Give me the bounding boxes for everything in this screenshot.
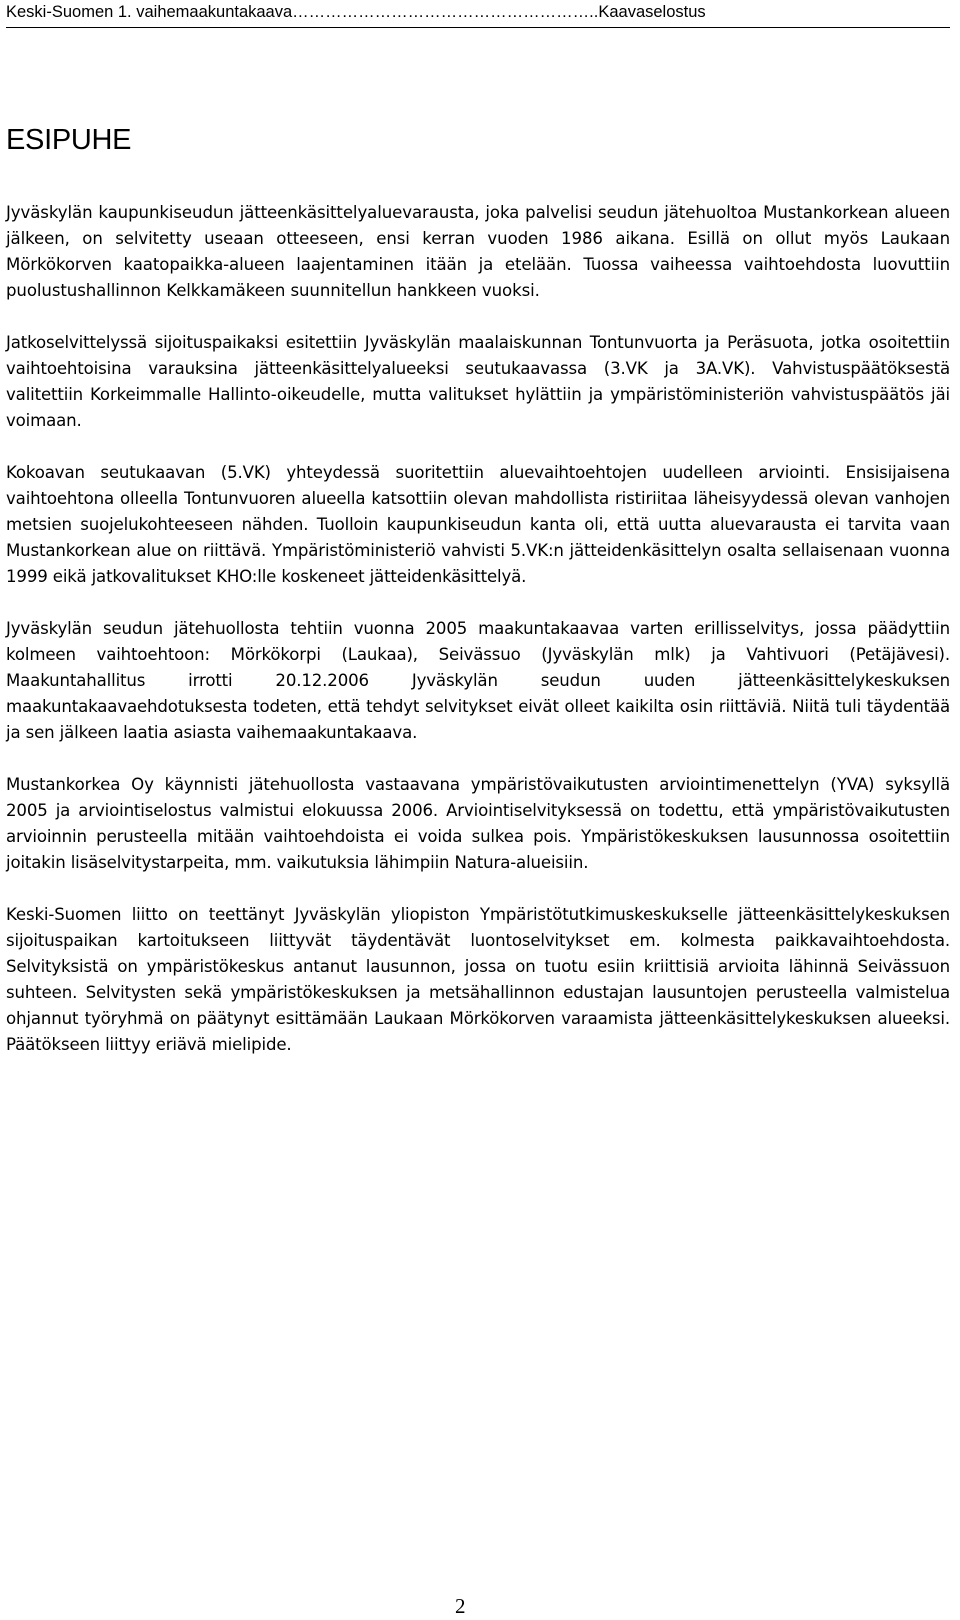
- section-title: ESIPUHE: [6, 124, 132, 156]
- body-text: [6, 200, 950, 1084]
- paragraph-6: Keski-Suomen liitto on teettänyt Jyväskylän yliopiston Ympäristötutkimuskeskukselle jätteenkäsittelykeskuksen sijoituspaikan kartoitukseen liittyvät täydentävät luontoselvitykset em. kolmesta paikkavaihtoehdosta. Selvityksistä on ympäristökeskus antanut lausunnon, jossa on tuotu esiin kriittisiä arvioita lähinnä Seivässuon suhteen. Selvitysten sekä ympäristökeskuksen ja metsähallinnon edustajan lausuntojen perusteella valmistelua ohjannut työryhmä on päätynyt esittämään Laukaan Mörkökorven varaamista jätteenkäsittelykeskuksen alueeksi. Päätökseen liittyy eriävä mielipide.: [6, 905, 950, 1054]
- paragraph-4: Jyväskylän seudun jätehuollosta tehtiin vuonna 2005 maakuntakaavaa varten erillisselvitys, jossa päädyttiin kolmeen vaihtoehtoon: Mörkökorpi (Laukaa), Seivässuo (Jyväskylän mlk) ja Vahtivuori (Petäjävesi). Maakuntahallitus irrotti 20.12.2006 Jyväskylän seudun uuden jätteenkäsittelykeskuksen maakuntakaavaehdotuksesta todeten, että tehdyt selvitykset eivät olleet kaikilta osin riittäviä. Niitä tuli täydentää ja sen jälkeen laatia asiasta vaihemaakuntakaava.: [6, 619, 950, 742]
- paragraph-5: Mustankorkea Oy käynnisti jätehuollosta vastaavana ympäristövaikutusten arviointimenettelyn (YVA) syksyllä 2005 ja arviointiselostus valmistui elokuussa 2006. Arviointiselvityksessä on todettu, että ympäristövaikutusten arvioinnin perusteella mitään vaihtoehdoista ei voida sulkea pois. Ympäristökeskuksen lausunnossa osoitettiin joitakin lisäselvitystarpeita, mm. vaikutuksia lähimpiin Natura-alueisiin.: [6, 775, 950, 872]
- paragraph-3: Kokoavan seutukaavan (5.VK) yhteydessä suoritettiin aluevaihtoehtojen uudelleen arviointi. Ensisijaisena vaihtoehtona olleella Tontunvuoren alueella katsottiin olevan mahdollista ristiriitaa läheisyydessä olevan vanhojen metsien suojelukohteeseen nähden. Tuolloin kaupunkiseudun kanta oli, että uutta aluevarausta ei tarvita vaan Mustankorkean alue on riittävä. Ympäristöministeriö vahvisti 5.VK:n jätteidenkäsittelyn osalta sellaisenaan vuonna 1999 eikä jatkovalitukset KHO:lle koskeneet jätteidenkäsittelyä.: [6, 463, 950, 586]
- header-rule: [6, 27, 950, 28]
- page-header: Keski-Suomen 1. vaihemaakuntakaava………………………………………………..Kaavaselostus: [6, 3, 706, 21]
- paragraph-2: Jatkoselvittelyssä sijoituspaikaksi esitettiin Jyväskylän maalaiskunnan Tontunvuorta ja Peräsuota, jotka osoitettiin vaihtoehtoisina varauksina jätteenkäsittelyalueeksi seutukaavassa (3.VK ja 3A.VK). Vahvistuspäätöksestä valitettiin Korkeimmalle Hallinto-oikeudelle, mutta valitukset hylättiin ja ympäristöministeriön vahvistuspäätös jäi voimaan.: [6, 333, 950, 430]
- paragraph-1: Jyväskylän kaupunkiseudun jätteenkäsittelyaluevarausta, joka palvelisi seudun jätehuoltoa Mustankorkean alueen jälkeen, on selvitetty useaan otteeseen, ensi kerran vuoden 1986 aikana. Esillä on ollut myös Laukaan Mörkökorven kaatopaikka-alueen laajentaminen itään ja etelään. Tuossa vaiheessa vaihtoehdosta luovuttiin puolustushallinnon Kelkkamäkeen suunnitellun hankkeen vuoksi.: [6, 203, 950, 300]
- page-number: 2: [455, 1594, 466, 1618]
